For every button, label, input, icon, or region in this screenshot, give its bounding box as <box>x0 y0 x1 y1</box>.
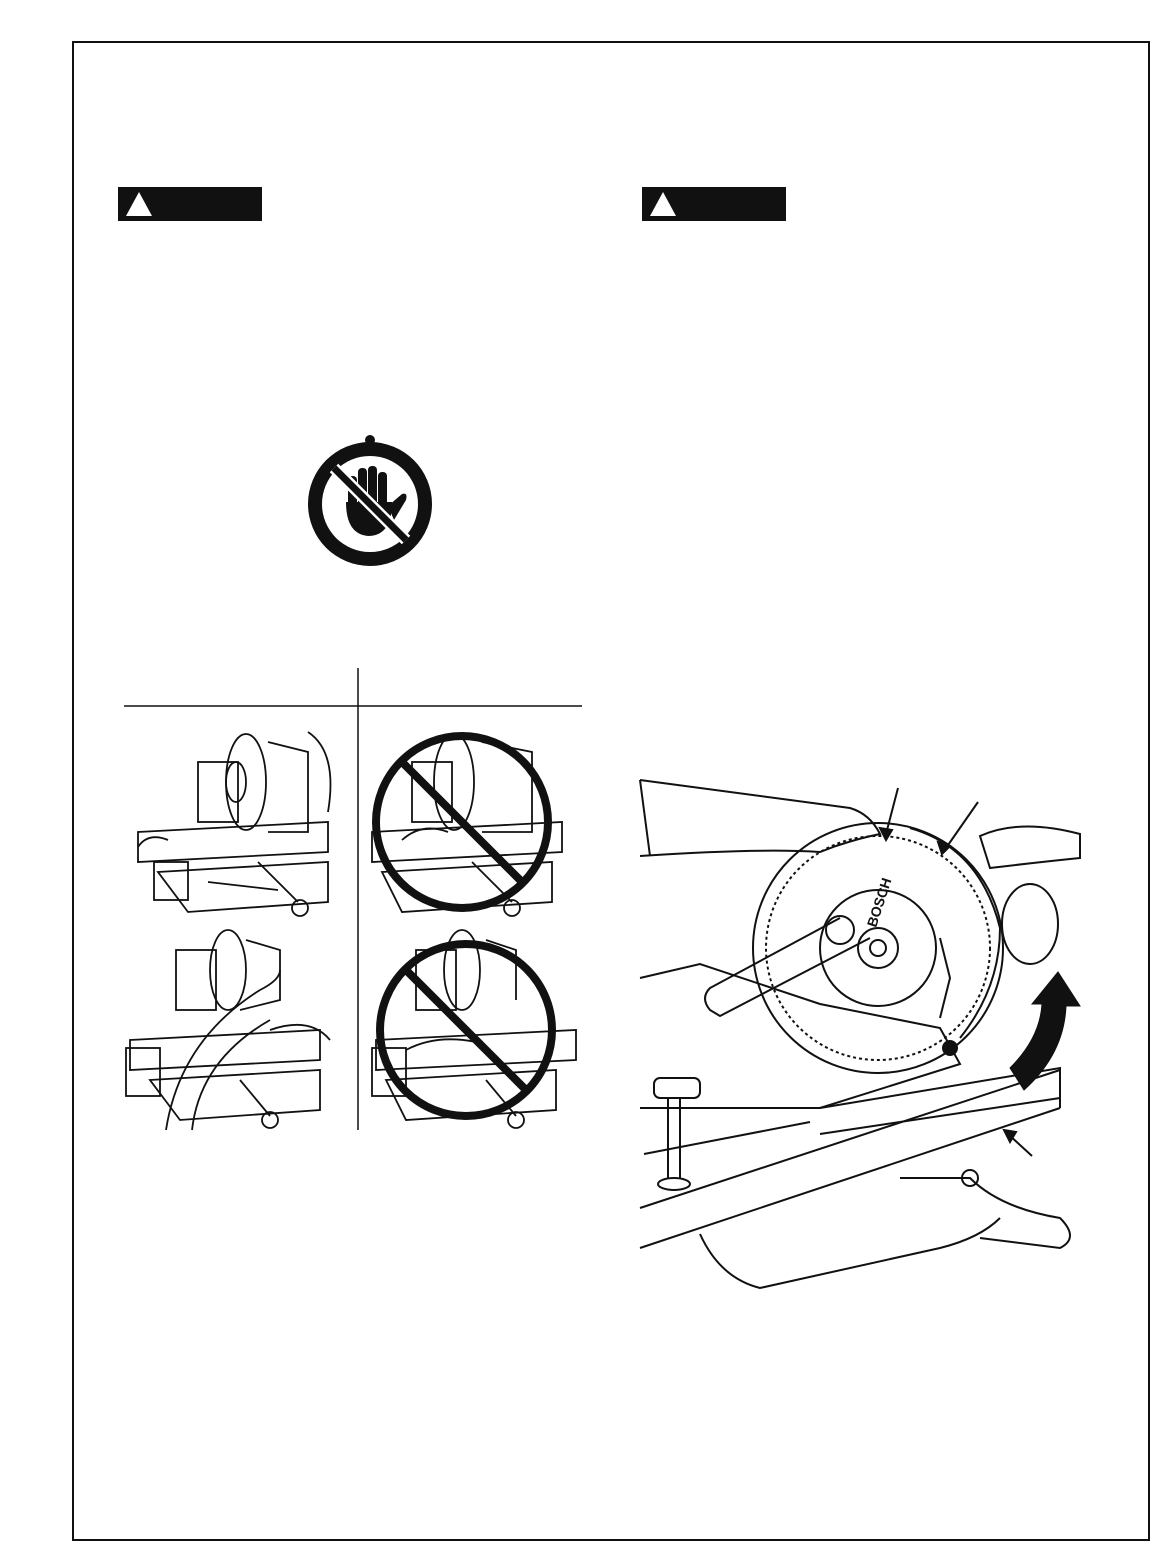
saw-brand-text: BOSCH <box>863 875 895 929</box>
curved-arrow-up-icon <box>1010 972 1080 1090</box>
prohibited-circle-icon <box>376 736 548 908</box>
warning-triangle-icon <box>648 190 678 218</box>
warning-banner-left <box>118 187 262 221</box>
warning-banner-right <box>642 187 786 221</box>
incorrect-hand-position-illustration-1 <box>362 722 578 922</box>
miter-saw-blade-rotation-illustration <box>640 778 1080 1298</box>
incorrect-hand-position-illustration-2 <box>366 930 582 1130</box>
prohibited-circle-icon <box>380 944 552 1116</box>
no-hands-icon <box>302 436 438 566</box>
correct-hand-position-illustration-1 <box>128 722 344 922</box>
correct-hand-position-illustration-2 <box>120 930 350 1130</box>
warning-triangle-icon <box>124 190 154 218</box>
